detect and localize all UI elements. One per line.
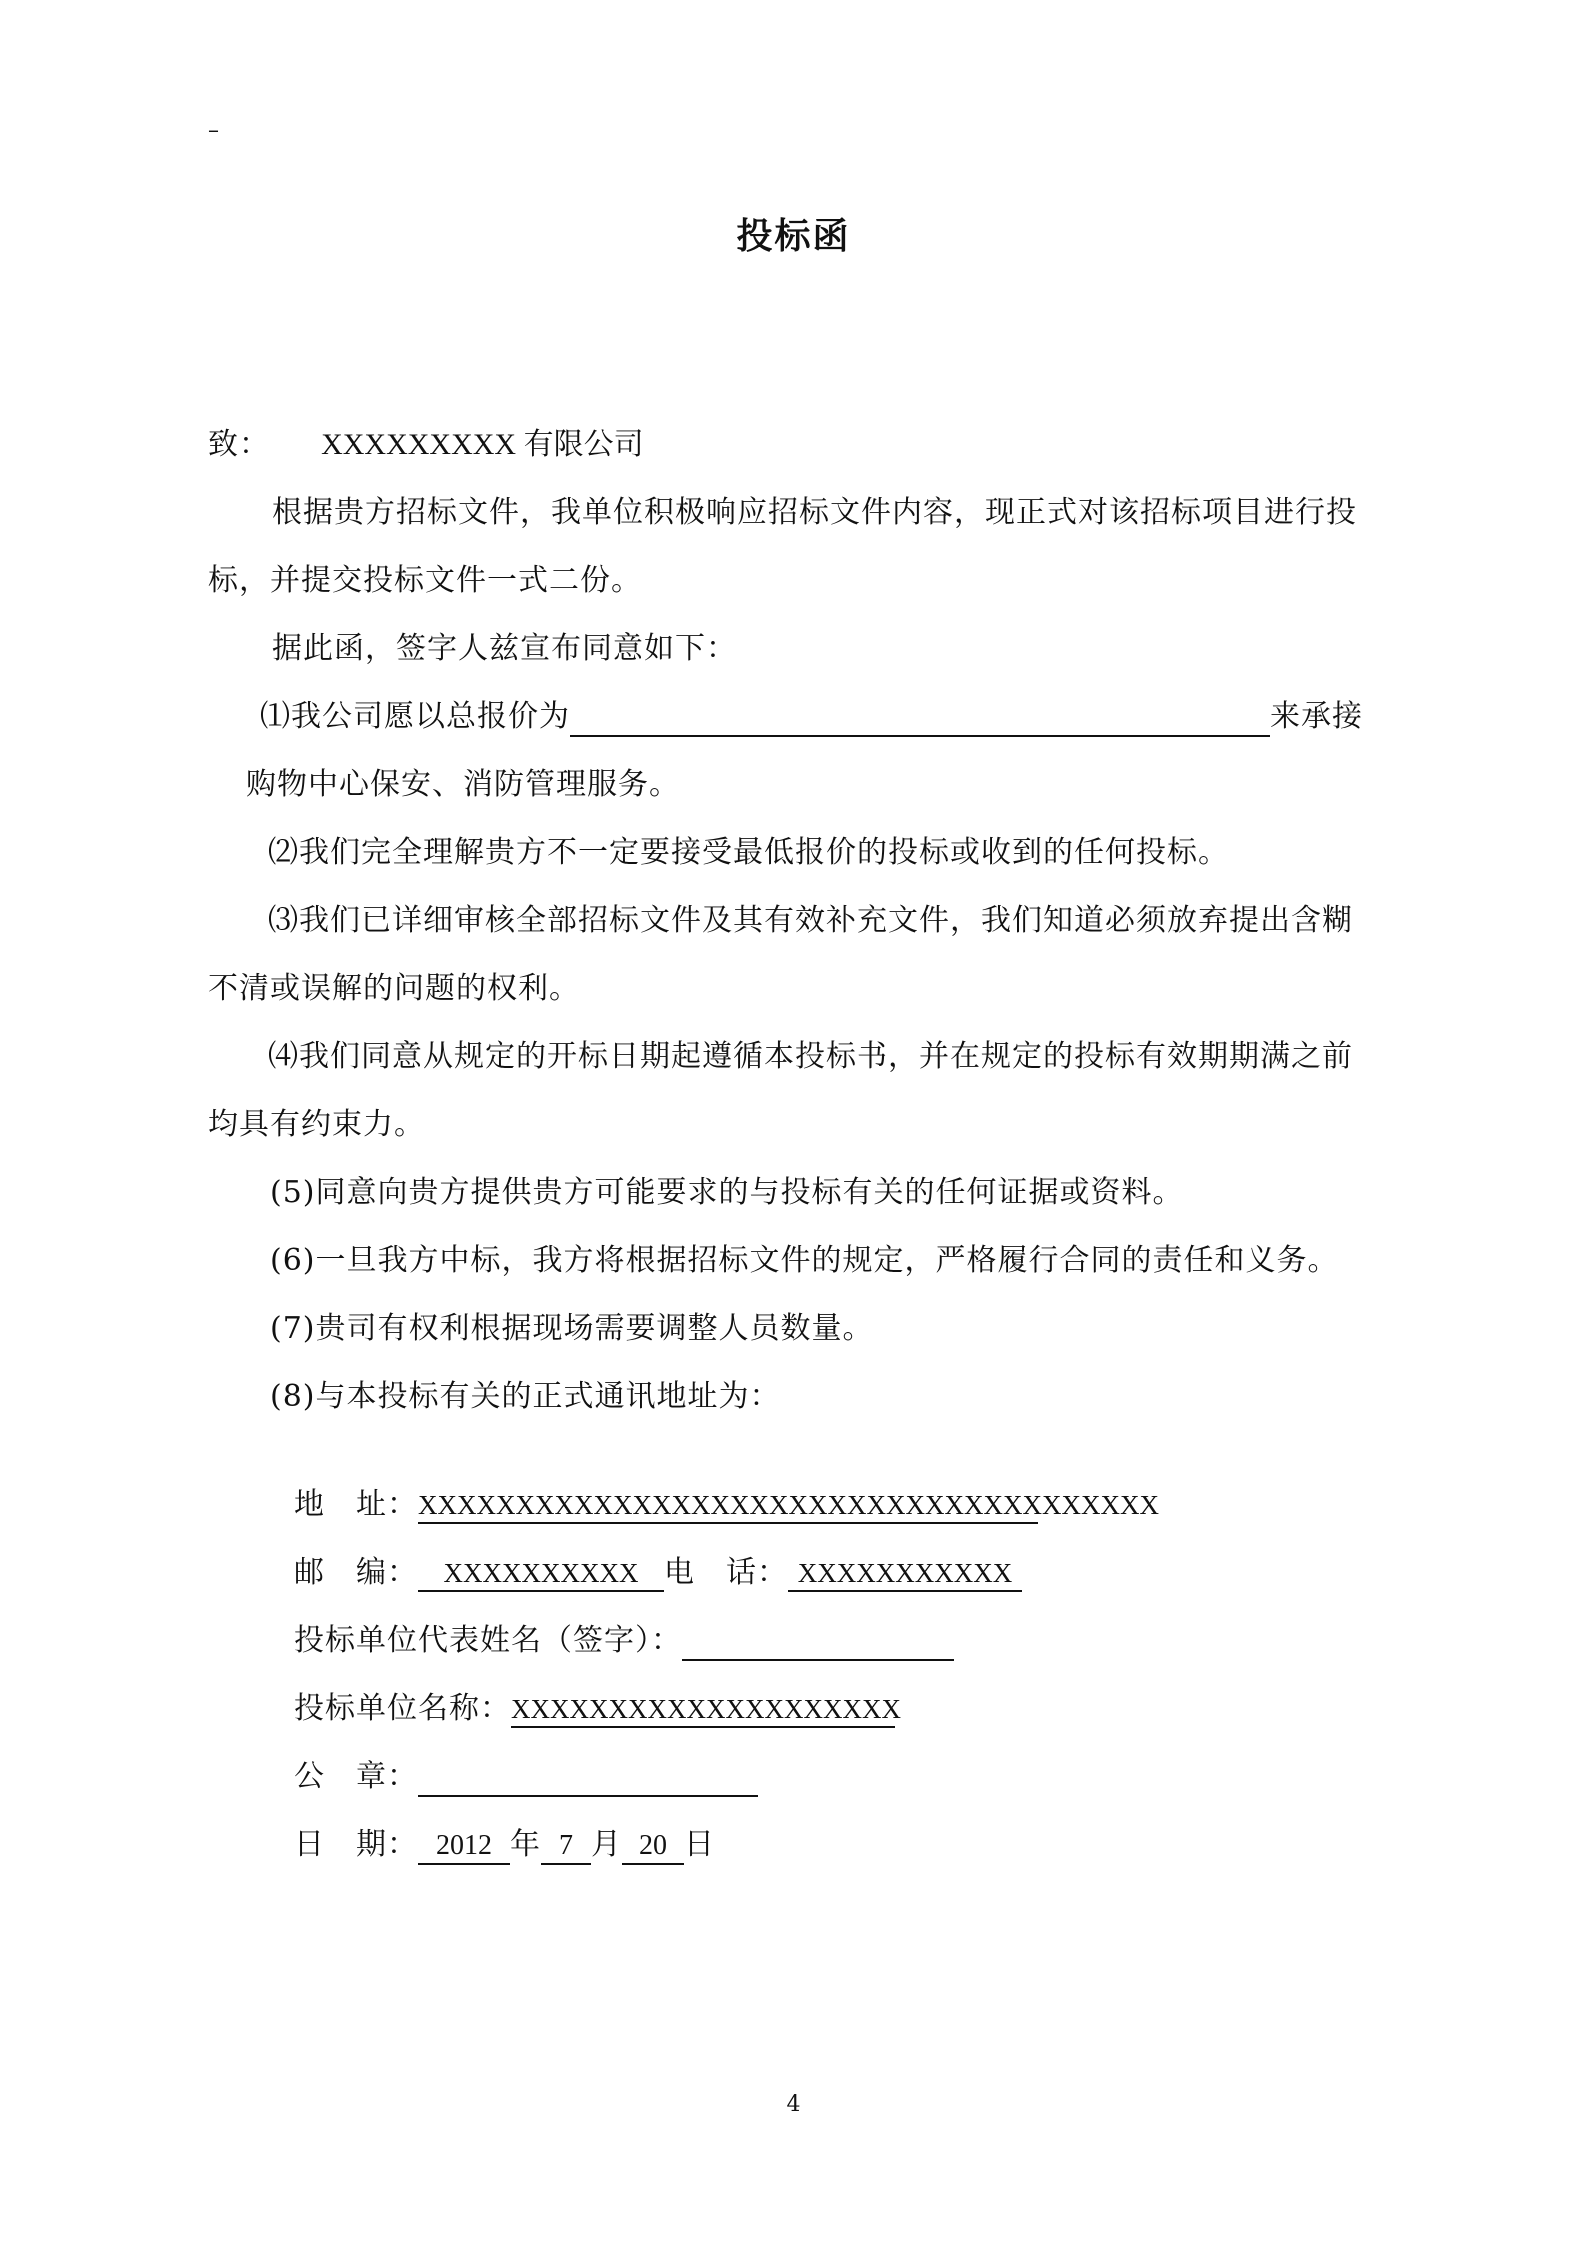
declare-line: 据此函，签字人兹宣布同意如下：	[272, 631, 737, 666]
item-3-line-2: 不清或误解的问题的权利。	[208, 971, 580, 1006]
postcode-value: XXXXXXXXXX	[418, 1556, 664, 1592]
seal-label: 公 章：	[294, 1759, 418, 1794]
date-year: 2012	[418, 1829, 510, 1865]
company-label: 投标单位名称：	[294, 1691, 511, 1726]
company-value: XXXXXXXXXXXXXXXXXXXX	[511, 1692, 895, 1728]
item-2: ⑵我们完全理解贵方不一定要接受最低报价的投标或收到的任何投标。	[268, 835, 1229, 870]
item-1-prefix: ⑴我公司愿以总报价为	[260, 699, 570, 734]
month-char: 月	[591, 1827, 622, 1862]
seal-field	[294, 1757, 758, 1797]
phone-label: 电 话：	[664, 1555, 788, 1590]
page-number: 4	[786, 2092, 801, 2117]
item-3-line-1: ⑶我们已详细审核全部招标文件及其有效补充文件，我们知道必须放弃提出含糊	[268, 903, 1353, 938]
total-price-blank	[570, 701, 1270, 737]
phone-value: XXXXXXXXXXX	[788, 1556, 1022, 1592]
company-field	[294, 1689, 901, 1729]
to-company: XXXXXXXXX 有限公司	[321, 428, 644, 461]
item-1-line-1	[260, 697, 1363, 737]
date-month: 7	[541, 1829, 591, 1865]
date-day: 20	[622, 1829, 684, 1865]
address-field	[294, 1485, 1159, 1525]
postcode-label: 邮 编：	[294, 1555, 418, 1590]
intro-line-2: 标，并提交投标文件一式二份。	[208, 563, 642, 598]
day-char: 日	[684, 1827, 715, 1862]
address-label: 地 址：	[294, 1487, 418, 1522]
header-mark: –	[208, 118, 219, 143]
representative-field	[294, 1621, 954, 1661]
item-7: (7)贵司有权利根据现场需要调整人员数量。	[270, 1311, 874, 1346]
item-6: (6)一旦我方中标，我方将根据招标文件的规定，严格履行合同的责任和义务。	[270, 1243, 1339, 1278]
item-5: (5)同意向贵方提供贵方可能要求的与投标有关的任何证据或资料。	[270, 1175, 1184, 1210]
item-4-line-2: 均具有约束力。	[208, 1107, 425, 1142]
intro-line-1: 根据贵方招标文件，我单位积极响应招标文件内容，现正式对该招标项目进行投	[272, 495, 1357, 530]
addressee-line	[208, 425, 644, 465]
date-field	[294, 1825, 715, 1865]
representative-label: 投标单位代表姓名（签字）：	[294, 1623, 682, 1658]
to-label: 致：	[208, 427, 270, 462]
item-1-line-2: 购物中心保安、消防管理服务。	[246, 767, 680, 802]
seal-blank	[418, 1761, 758, 1797]
date-label: 日 期：	[294, 1827, 418, 1862]
representative-signature-blank	[682, 1625, 954, 1661]
address-value: XXXXXXXXXXXXXXXXXXXXXXXXXXXXXXXXXXXXXX	[418, 1488, 1038, 1524]
item-4-line-1: ⑷我们同意从规定的开标日期起遵循本投标书，并在规定的投标有效期期满之前	[268, 1039, 1353, 1074]
item-1-suffix: 来承接	[1270, 699, 1363, 734]
year-char: 年	[510, 1827, 541, 1862]
postcode-phone-field	[294, 1553, 1022, 1593]
document-title: 投标函	[736, 215, 851, 257]
item-8: (8)与本投标有关的正式通讯地址为：	[270, 1379, 781, 1414]
